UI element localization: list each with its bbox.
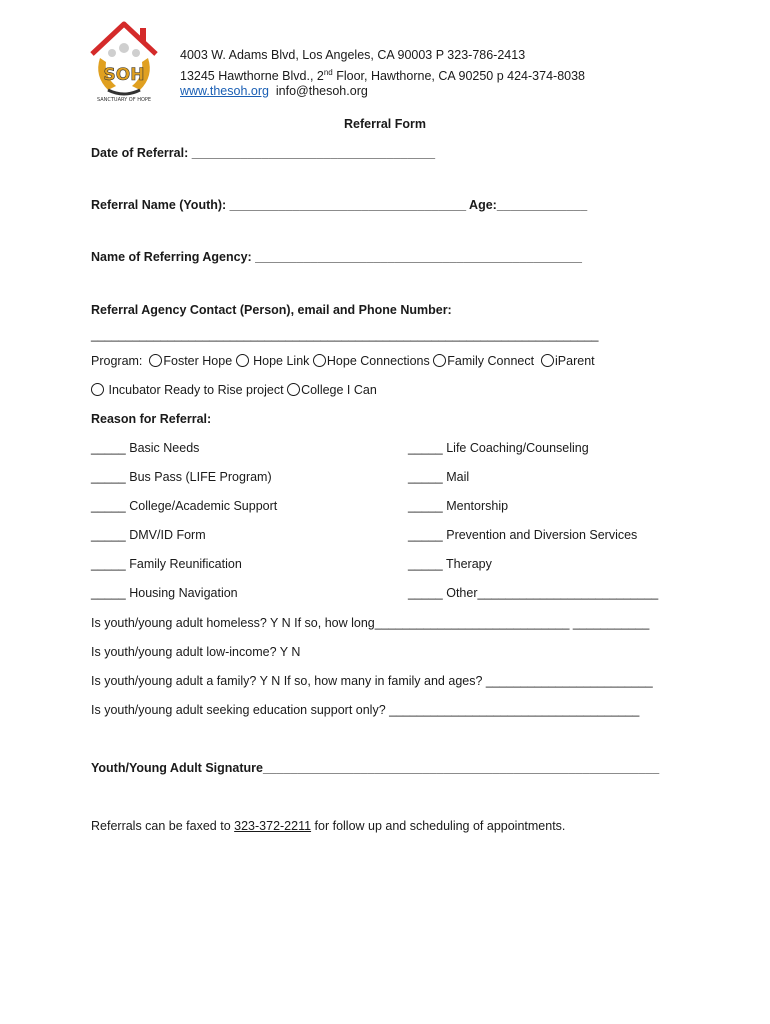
program-row-2 (91, 383, 377, 397)
reason-dmv-id[interactable]: _____ DMV/ID Form (91, 528, 206, 542)
radio-button-icon[interactable] (313, 354, 326, 367)
reason-prevention-diversion[interactable]: _____ Prevention and Diversion Services (408, 528, 638, 542)
program-option-iparent[interactable]: iParent (541, 354, 595, 368)
logo-text: SOH (103, 65, 145, 85)
program-row-1 (91, 354, 595, 368)
question-education-support[interactable]: Is youth/young adult seeking education support only? ____________________________________ (91, 703, 640, 717)
radio-button-icon[interactable] (149, 354, 162, 367)
address-line-2: 13245 Hawthorne Blvd., 2nd Floor, Hawthorne, CA 90250 p 424-374-8038 (180, 68, 586, 84)
radio-button-icon[interactable] (541, 354, 554, 367)
reason-other[interactable]: _____ Other__________________________ (408, 586, 659, 600)
radio-button-icon[interactable] (433, 354, 446, 367)
reason-bus-pass[interactable]: _____ Bus Pass (LIFE Program) (91, 470, 272, 484)
program-option-college-i-can[interactable]: College I Can (287, 383, 377, 397)
reason-life-coaching[interactable]: _____ Life Coaching/Counseling (408, 441, 589, 455)
soh-logo (86, 18, 162, 104)
signature-field[interactable]: Youth/Young Adult Signature_________________________________________________________ (91, 761, 660, 775)
website-link[interactable]: www.thesoh.org (180, 84, 269, 98)
program-label: Program: (91, 354, 143, 368)
program-option-family-connect[interactable]: Family Connect (433, 354, 534, 368)
address-line-1: 4003 W. Adams Blvd, Los Angeles, CA 90003 P 323-786-2413 (180, 48, 526, 62)
program-option-incubator[interactable]: Incubator Ready to Rise project (91, 383, 284, 397)
reason-college-support[interactable]: _____ College/Academic Support (91, 499, 278, 513)
program-option-hope-link[interactable]: Hope Link (236, 354, 310, 368)
reason-mail[interactable]: _____ Mail (408, 470, 470, 484)
referral-name-field[interactable]: Referral Name (Youth): __________________________________ Age:_____________ (91, 198, 588, 212)
radio-button-icon[interactable] (236, 354, 249, 367)
fax-note: Referrals can be faxed to 323-372-2211 for follow up and scheduling of appointments. (91, 819, 566, 833)
reason-therapy[interactable]: _____ Therapy (408, 557, 492, 571)
reason-family-reunification[interactable]: _____ Family Reunification (91, 557, 242, 571)
question-family[interactable]: Is youth/young adult a family? Y N If so, how many in family and ages? ________________________ (91, 674, 653, 688)
radio-button-icon[interactable] (287, 383, 300, 396)
reason-housing-navigation[interactable]: _____ Housing Navigation (91, 586, 238, 600)
referring-agency-field[interactable]: Name of Referring Agency: _______________________________________________ (91, 250, 582, 264)
fax-number: 323-372-2211 (234, 819, 312, 833)
agency-contact-line[interactable]: _________________________________________________________________________ (91, 328, 599, 342)
logo-tagline: SANCTUARY OF HOPE (96, 97, 152, 103)
radio-button-icon[interactable] (91, 383, 104, 396)
question-low-income[interactable]: Is youth/young adult low-income? Y N (91, 645, 301, 659)
question-homeless[interactable]: Is youth/young adult homeless? Y N If so, how long____________________________ ___________ (91, 616, 650, 630)
form-title: Referral Form (344, 117, 426, 131)
reason-label: Reason for Referral: (91, 412, 212, 426)
agency-contact-label: Referral Agency Contact (Person), email and Phone Number: (91, 303, 452, 317)
contact-line (180, 82, 368, 100)
program-option-hope-connections[interactable]: Hope Connections (313, 354, 430, 368)
email-text: info@thesoh.org (275, 84, 368, 98)
reason-mentorship[interactable]: _____ Mentorship (408, 499, 509, 513)
reason-basic-needs[interactable]: _____ Basic Needs (91, 441, 200, 455)
date-of-referral-field[interactable]: Date of Referral: ___________________________________ (91, 146, 436, 160)
program-option-foster-hope[interactable]: Foster Hope (149, 354, 232, 368)
